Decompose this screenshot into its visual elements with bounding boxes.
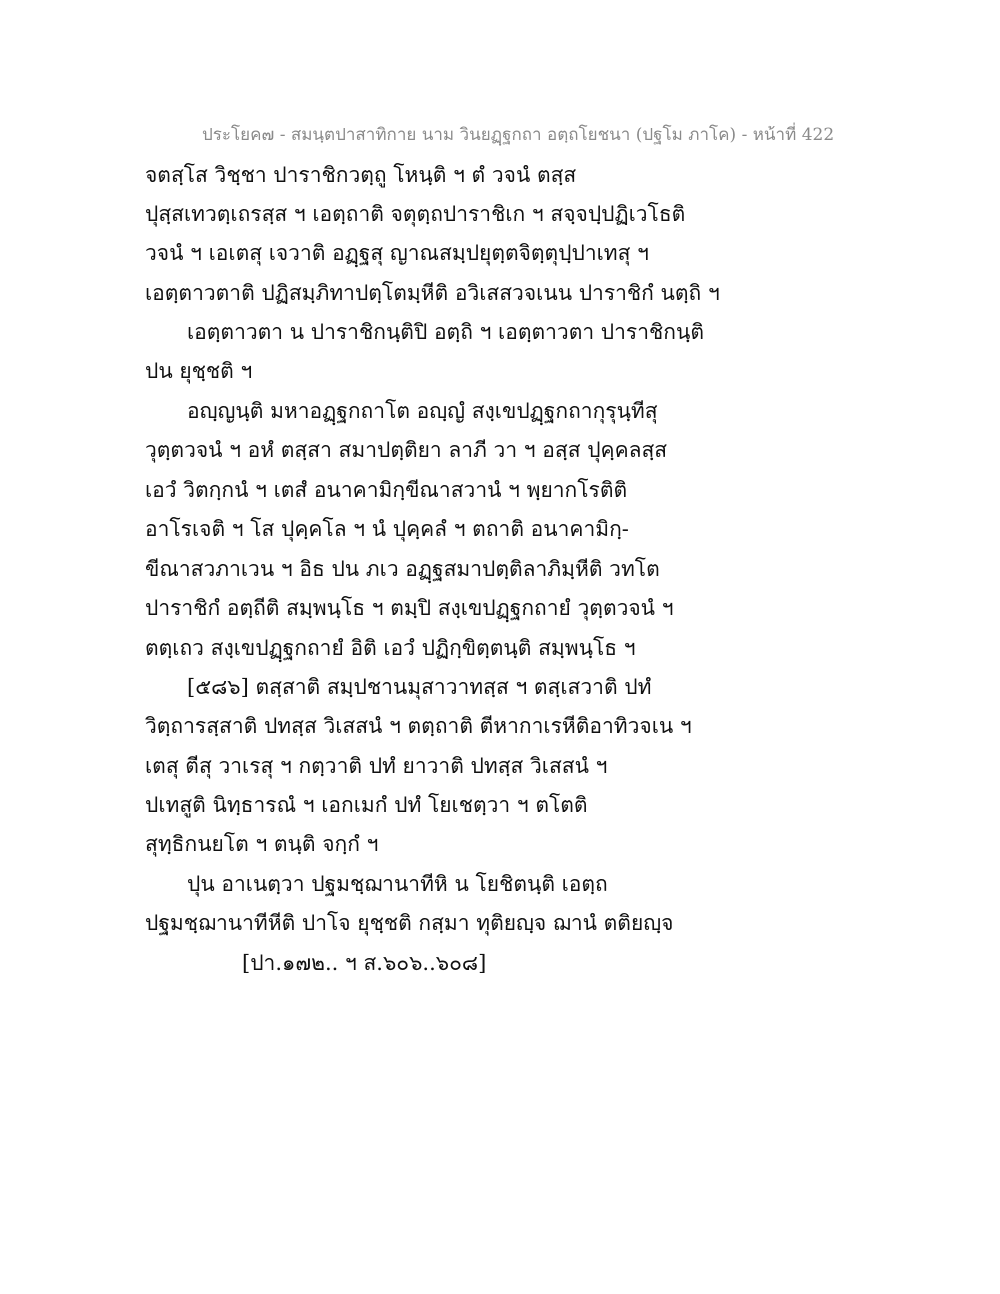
text-line: ตตฺเถว สงฺเขปฏฺฐกถายํ อิติ เอวํ ปฏิกฺขิตฺตนฺติ สมฺพนฺโธ ฯ: [145, 636, 636, 660]
text-line: ปฐมชฺฌานาทีหีติ ปาโจ ยุชฺชติ กสฺมา ทุติยญฺจ ฌานํ ตติยญฺจ: [145, 911, 674, 935]
text-line: จตสฺโส วิชฺชา ปาราชิกวตฺถู โหนฺติ ฯ ตํ วจนํ ตสฺส: [145, 163, 577, 187]
text-line: ปน ยุชฺชติ ฯ: [145, 359, 253, 383]
text-line: เอตฺตาวตาติ ปฏิสมฺภิทาปตฺโตมฺหีติ อวิเสสวจเนน ปาราชิกํ นตฺถิ ฯ: [145, 281, 720, 305]
text-line: เตสุ ตีสุ วาเรสุ ฯ กตฺวาติ ปทํ ยาวาติ ปทสฺส วิเสสนํ ฯ: [145, 754, 608, 778]
text-line: ปเทสูติ นิทฺธารณํ ฯ เอกเมกํ ปทํ โยเชตฺวา ฯ ตโตติ: [145, 793, 588, 817]
page-reference: [ปา.๑๗๒.. ฯ ส.๖๐๖..๖๐๘]: [242, 951, 487, 975]
text-line: วุตฺตวจนํ ฯ อหํ ตสฺสา สมาปตฺติยา ลาภี วา ฯ อสฺส ปุคฺคลสฺส: [145, 438, 668, 462]
text-line: ขีณาสวภาเวน ฯ อิธ ปน ภเว อฏฺฐสมาปตฺติลาภิมฺหีติ วทโต: [145, 557, 660, 581]
text-line: วจนํ ฯ เอเตสุ เจวาติ อฏฺฐสุ ญาณสมฺปยุตฺตจิตฺตุปฺปาเทสุ ฯ: [145, 241, 649, 265]
text-line: อญฺญนฺติ มหาอฏฺฐกถาโต อญฺญํ สงฺเขปฏฺฐกถากุรุนฺทีสุ: [187, 399, 658, 423]
text-line: อาโรเจติ ฯ โส ปุคฺคโล ฯ นํ ปุคฺคลํ ฯ ตถาติ อนาคามิกฺ-: [145, 517, 629, 541]
page-header: ประโยค๗ - สมนฺตปาสาทิกาย นาม วินยฏฺฐกถา อตฺถโยชนา (ปฐโม ภาโค) - หน้าที่ 422: [202, 125, 835, 145]
text-line: วิตฺถารสฺสาติ ปทสฺส วิเสสนํ ฯ ตตฺถาติ ตีหากาเรหีติอาทิวจเน ฯ: [145, 714, 692, 738]
text-line: ปุน อาเนตฺวา ปฐมชฺฌานาทีหิ น โยชิตนฺติ เอตฺถ: [187, 872, 608, 896]
text-line: ปาราชิกํ อตฺถีติ สมฺพนฺโธ ฯ ตมฺปิ สงฺเขปฏฺฐกถายํ วุตฺตวจนํ ฯ: [145, 596, 674, 620]
text-line: เอวํ วิตกฺกนํ ฯ เตสํ อนาคามิกฺขีณาสวานํ ฯ พฺยากโรติติ: [145, 478, 628, 502]
text-line: [๕๘๖] ตสฺสาติ สมฺปชานมุสาวาทสฺส ฯ ตสฺเสวาติ ปทํ: [187, 675, 652, 699]
text-line: ปุสฺสเทวตฺเถรสฺส ฯ เอตฺถาติ จตุตฺถปาราชิเก ฯ สจฺจปฺปฏิเวโธติ: [145, 202, 686, 226]
text-line: เอตฺตาวตา น ปาราชิกนฺติปิ อตฺถิ ฯ เอตฺตาวตา ปาราชิกนฺติ: [187, 320, 704, 344]
text-line: สุทฺธิกนยโต ฯ ตนฺติ จกฺกํ ฯ: [145, 832, 379, 856]
